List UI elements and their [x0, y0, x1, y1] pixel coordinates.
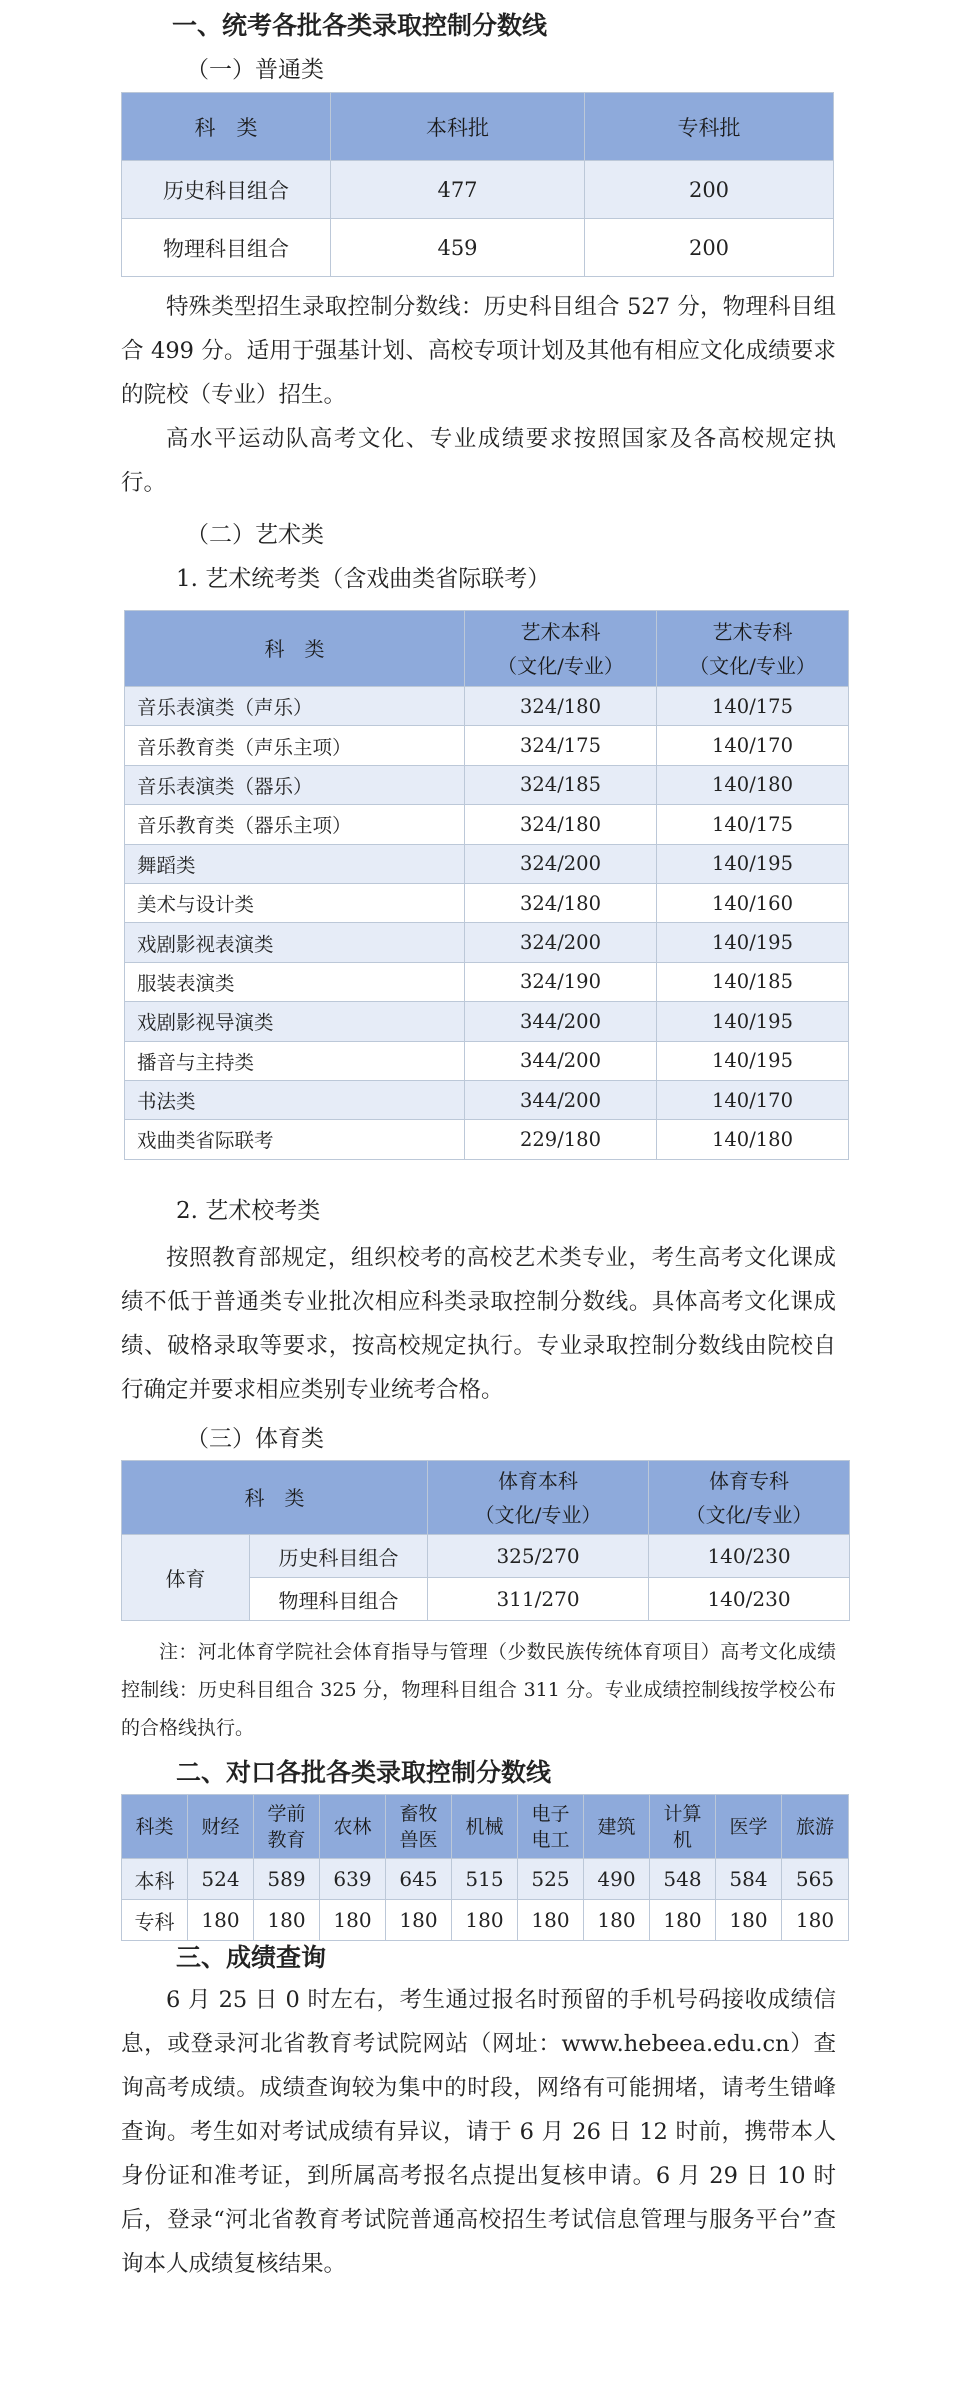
header-cell [188, 1795, 254, 1859]
row-combination: 物理科目组合 [250, 1578, 428, 1621]
row-category: 服装表演类 [125, 962, 465, 1001]
header-cell-line: 畜牧 [399, 1802, 438, 1825]
row-combination: 历史科目组合 [250, 1535, 428, 1578]
row-bachelor-score: 324/180 [465, 805, 657, 844]
row-college-score: 140/175 [657, 805, 849, 844]
header-art-college [657, 611, 849, 687]
table-row [125, 1002, 849, 1041]
header-cell [716, 1795, 782, 1859]
header-category: 科 类 [122, 1461, 428, 1535]
header-college: 专科批 [585, 93, 834, 161]
header-pe-college-line1: 体育专科 [709, 1468, 789, 1493]
header-cell [254, 1795, 320, 1859]
row-score: 645 [386, 1859, 452, 1900]
row-score: 180 [320, 1900, 386, 1941]
row-category: 音乐表演类（器乐） [125, 765, 465, 804]
row-bachelor-score: 229/180 [465, 1120, 657, 1159]
header-cell-line: 机 [672, 1828, 692, 1851]
row-score: 180 [650, 1900, 716, 1941]
row-college-score: 140/170 [657, 726, 849, 765]
row-college-score: 140/180 [657, 765, 849, 804]
row-score: 180 [452, 1900, 518, 1941]
pe-group-cell: 体育 [122, 1535, 250, 1621]
header-cell [386, 1795, 452, 1859]
row-score: 548 [650, 1859, 716, 1900]
table-row [122, 161, 834, 219]
row-category: 历史科目组合 [122, 161, 331, 219]
row-college-score: 140/160 [657, 883, 849, 922]
row-category: 音乐教育类（声乐主项） [125, 726, 465, 765]
art-unified-title: 1. 艺术统考类（含戏曲类省际联考） [176, 566, 551, 592]
header-cell-line: 学前 [267, 1802, 306, 1825]
row-bachelor-score: 311/270 [428, 1578, 649, 1621]
row-bachelor-score: 324/180 [465, 883, 657, 922]
header-art-college-line2: （文化/专业） [689, 653, 816, 678]
row-bachelor-score: 344/200 [465, 1002, 657, 1041]
header-pe-bachelor [428, 1461, 649, 1535]
header-cell-line: 建筑 [597, 1815, 636, 1838]
table-header-row [125, 611, 849, 687]
row-category: 戏剧影视表演类 [125, 923, 465, 962]
header-category: 科 类 [122, 93, 331, 161]
header-cell-line: 电工 [531, 1828, 570, 1851]
header-art-bachelor-line2: （文化/专业） [497, 653, 624, 678]
row-college-score: 140/195 [657, 1002, 849, 1041]
row-level: 本科 [122, 1859, 188, 1900]
table-row [125, 1080, 849, 1119]
header-cell [320, 1795, 386, 1859]
row-bachelor-score: 324/175 [465, 726, 657, 765]
header-pe-college [649, 1461, 850, 1535]
row-college-score: 140/180 [657, 1120, 849, 1159]
row-college-score: 140/195 [657, 1041, 849, 1080]
pe-note: 注：河北体育学院社会体育指导与管理（少数民族传统体育项目）高考文化成绩控制线：历史科目组合 325 分，物理科目组合 311 分。专业成绩控制线按学校公布的合格线执行。 [121, 1641, 836, 1739]
table-row [125, 805, 849, 844]
table-row [125, 726, 849, 765]
header-cell-line: 兽医 [399, 1828, 438, 1851]
row-college-score: 140/185 [657, 962, 849, 1001]
section3-title: 三、成绩查询 [176, 1943, 327, 1972]
section2-title: 二、对口各批各类录取控制分数线 [176, 1758, 552, 1787]
row-bachelor-score: 324/190 [465, 962, 657, 1001]
row-score: 525 [518, 1859, 584, 1900]
row-college-score: 140/175 [657, 687, 849, 726]
row-category: 舞蹈类 [125, 844, 465, 883]
table-header-row [122, 1461, 850, 1535]
header-art-bachelor-line1: 艺术本科 [520, 619, 601, 644]
row-score: 589 [254, 1859, 320, 1900]
header-cell-line: 科类 [135, 1815, 174, 1838]
row-level: 专科 [122, 1900, 188, 1941]
header-art-college-line1: 艺术专科 [712, 619, 793, 644]
header-cell-line: 农林 [333, 1815, 372, 1838]
table-row [122, 219, 834, 277]
row-bachelor-score: 324/185 [465, 765, 657, 804]
row-score: 180 [188, 1900, 254, 1941]
row-bachelor-score: 324/180 [465, 687, 657, 726]
row-college-score: 140/170 [657, 1080, 849, 1119]
table-row [125, 844, 849, 883]
row-college-score: 200 [585, 219, 834, 277]
row-category: 播音与主持类 [125, 1041, 465, 1080]
row-bachelor-score: 324/200 [465, 923, 657, 962]
pe-score-table [121, 1460, 850, 1621]
row-category: 书法类 [125, 1080, 465, 1119]
art-score-table [124, 610, 849, 1160]
header-cell-line: 旅游 [795, 1815, 834, 1838]
table-row [125, 1120, 849, 1159]
row-category: 戏曲类省际联考 [125, 1120, 465, 1159]
table-row [125, 1041, 849, 1080]
header-pe-bachelor-line1: 体育本科 [498, 1468, 578, 1493]
row-score: 515 [452, 1859, 518, 1900]
header-pe-bachelor-line2: （文化/专业） [474, 1502, 602, 1527]
row-score: 180 [584, 1900, 650, 1941]
row-category: 音乐表演类（声乐） [125, 687, 465, 726]
row-score: 180 [782, 1900, 849, 1941]
art-title: （二）艺术类 [186, 522, 324, 548]
art-school-paragraph: 按照教育部规定，组织校考的高校艺术类专业，考生高考文化课成绩不低于普通类专业批次相应科类录取控制分数线。具体高考文化课成绩、破格录取等要求，按高校规定执行。专业录取控制分数线由院校自行确定并要求相应类别专业统考合格。 [121, 1245, 836, 1403]
header-cell [518, 1795, 584, 1859]
row-bachelor-score: 459 [331, 219, 585, 277]
row-college-score: 200 [585, 161, 834, 219]
header-cell [452, 1795, 518, 1859]
header-cell-line: 医学 [729, 1815, 768, 1838]
header-cell-line: 财经 [201, 1815, 240, 1838]
table-row [125, 883, 849, 922]
header-art-bachelor [465, 611, 657, 687]
row-score: 565 [782, 1859, 849, 1900]
row-score: 524 [188, 1859, 254, 1900]
header-cell-line: 教育 [267, 1828, 306, 1851]
table-row [125, 962, 849, 1001]
row-category: 戏剧影视导演类 [125, 1002, 465, 1041]
table-row [125, 923, 849, 962]
section1-title: 一、统考各批各类录取控制分数线 [172, 11, 548, 40]
header-cell [122, 1795, 188, 1859]
row-score: 490 [584, 1859, 650, 1900]
table-header-row [122, 93, 834, 161]
row-bachelor-score: 324/200 [465, 844, 657, 883]
row-college-score: 140/195 [657, 844, 849, 883]
row-bachelor-score: 477 [331, 161, 585, 219]
table-header-row [122, 1795, 849, 1859]
header-bachelor: 本科批 [331, 93, 585, 161]
general-title: （一）普通类 [186, 57, 324, 83]
header-cell-line: 电子 [531, 1802, 570, 1825]
row-score: 180 [254, 1900, 320, 1941]
table-row [122, 1859, 849, 1900]
header-cell-line: 计算 [663, 1802, 702, 1825]
row-college-score: 140/195 [657, 923, 849, 962]
header-cell [650, 1795, 716, 1859]
general-score-table [121, 92, 834, 277]
row-bachelor-score: 344/200 [465, 1080, 657, 1119]
header-category: 科 类 [125, 611, 465, 687]
table-row [125, 687, 849, 726]
row-score: 180 [518, 1900, 584, 1941]
header-pe-college-line2: （文化/专业） [685, 1502, 813, 1527]
sports-team-paragraph: 高水平运动队高考文化、专业成绩要求按照国家及各高校规定执行。 [121, 426, 836, 496]
vocational-score-table [121, 1794, 849, 1941]
row-bachelor-score: 325/270 [428, 1535, 649, 1578]
row-score: 180 [386, 1900, 452, 1941]
row-college-score: 140/230 [649, 1535, 850, 1578]
art-school-title: 2. 艺术校考类 [176, 1198, 321, 1224]
row-bachelor-score: 344/200 [465, 1041, 657, 1080]
table-row [125, 765, 849, 804]
header-cell [782, 1795, 849, 1859]
pe-title: （三）体育类 [186, 1426, 324, 1452]
header-cell [584, 1795, 650, 1859]
header-cell-line: 机械 [465, 1815, 504, 1838]
score-inquiry-paragraph: 6 月 25 日 0 时左右，考生通过报名时预留的手机号码接收成绩信息，或登录河北省教育考试院网站（网址：www.hebeea.edu.cn）查询高考成绩。成绩查询较为集中的时段，网络有可能拥堵，请考生错峰查询。考生如对考试成绩有异议，请于 6 月 26 日 12 时前，携带本人身份证和准考证，到所属高考报名点提出复核申请。6 月 29 日 10 时后，登录“河北省教育考试院普通高校招生考试信息管理与服务平台”查询本人成绩复核结果。 [121, 1987, 836, 2277]
table-row [122, 1535, 850, 1578]
special-admission-paragraph: 特殊类型招生录取控制分数线：历史科目组合 527 分，物理科目组合 499 分。适用于强基计划、高校专项计划及其他有相应文化成绩要求的院校（专业）招生。 [121, 294, 836, 408]
row-category: 音乐教育类（器乐主项） [125, 805, 465, 844]
row-score: 639 [320, 1859, 386, 1900]
row-category: 物理科目组合 [122, 219, 331, 277]
row-college-score: 140/230 [649, 1578, 850, 1621]
row-score: 584 [716, 1859, 782, 1900]
row-category: 美术与设计类 [125, 883, 465, 922]
row-score: 180 [716, 1900, 782, 1941]
table-row [122, 1900, 849, 1941]
